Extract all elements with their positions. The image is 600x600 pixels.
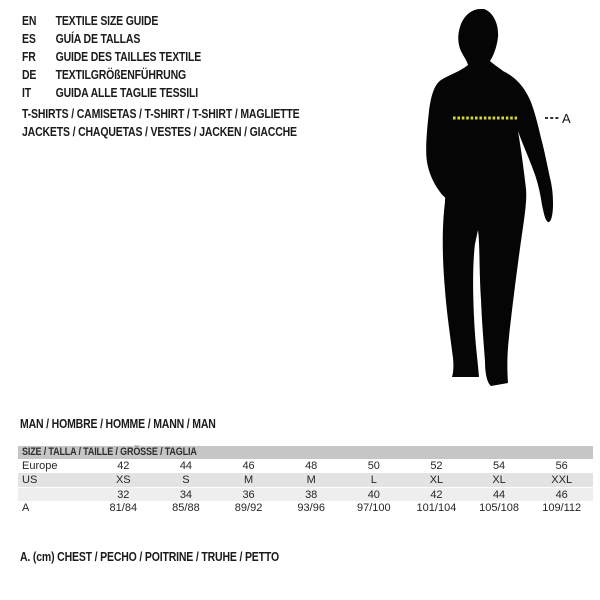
language-label: TEXTILGRÖßENFÜHRUNG [55,68,186,82]
size-table-header-bar [18,446,593,459]
size-cell: 93/96 [297,502,325,514]
language-row-en [22,12,201,30]
size-cell: 42 [117,460,130,472]
size-cell: XL [492,474,506,486]
size-table [18,446,593,515]
size-cell: 89/92 [234,502,263,514]
measurement-footnote: A. (cm) CHEST / PECHO / POITRINE / TRUHE / PETTO [20,550,279,564]
table-row-europe [18,459,593,473]
language-code: ES [22,32,36,46]
row-label: US [22,474,38,486]
size-cell: 42 [430,489,443,501]
size-table-header-label: SIZE / TALLA / TAILLE / GRÖSSE / TAGLIA [22,446,197,458]
silhouette-shape [426,9,553,386]
table-row-numeric [18,487,593,501]
size-cell: 52 [430,460,443,472]
size-cell: 85/88 [172,502,200,514]
language-code: FR [22,50,36,64]
language-label: TEXTILE SIZE GUIDE [55,14,159,28]
size-cell: 34 [179,489,193,501]
language-list [22,12,201,102]
row-label: A [22,502,30,514]
size-cell: 105/108 [479,502,519,514]
size-cell: 46 [242,460,255,472]
size-cell: 38 [305,489,318,501]
language-code: DE [22,68,37,82]
language-row-fr [22,48,201,66]
language-label: GUIDA ALLE TAGLIE TESSILI [55,86,199,100]
category-line-tshirts: T-SHIRTS / CAMISETAS / T-SHIRT / T-SHIRT / MAGLIETTE [22,107,300,121]
size-cell: 44 [492,489,506,501]
size-cell: L [370,474,377,486]
table-section-title: MAN / HOMBRE / HOMME / MANN / MAN [20,417,216,431]
size-cell: 81/84 [109,502,138,514]
size-cell: M [243,474,254,486]
language-code: IT [22,86,32,100]
category-line-jackets: JACKETS / CHAQUETAS / VESTES / JACKEN / GIACCHE [22,125,297,139]
man-silhouette-figure [395,0,600,410]
row-label: Europe [22,460,58,472]
size-cell: XXL [551,474,573,486]
row-label [18,488,92,501]
language-row-es [22,30,201,48]
table-row-chest-a [18,501,593,515]
language-row-de [22,66,201,84]
language-row-it [22,84,201,102]
size-cell: 54 [492,460,506,472]
size-cell: 44 [179,460,193,472]
measure-label-a: A [562,111,571,126]
size-cell: S [182,474,190,486]
size-cell: XS [115,474,131,486]
size-cell: 46 [555,489,568,501]
size-cell: 109/112 [542,502,582,514]
language-label: GUÍA DE TALLAS [55,32,141,46]
size-cell: 97/100 [356,502,391,514]
size-cell: 56 [555,460,568,472]
table-row-us [18,473,593,487]
size-cell: 101/104 [416,502,457,514]
size-cell: 40 [367,489,380,501]
language-label: GUIDE DES TAILLES TEXTILE [55,50,202,64]
size-cell: 50 [367,460,380,472]
size-cell: 48 [305,460,318,472]
size-cell: XL [429,474,444,486]
size-cell: M [306,474,316,486]
category-lines [22,105,299,141]
language-code: EN [22,14,37,28]
size-cell: 32 [117,489,130,501]
size-cell: 36 [242,489,255,501]
